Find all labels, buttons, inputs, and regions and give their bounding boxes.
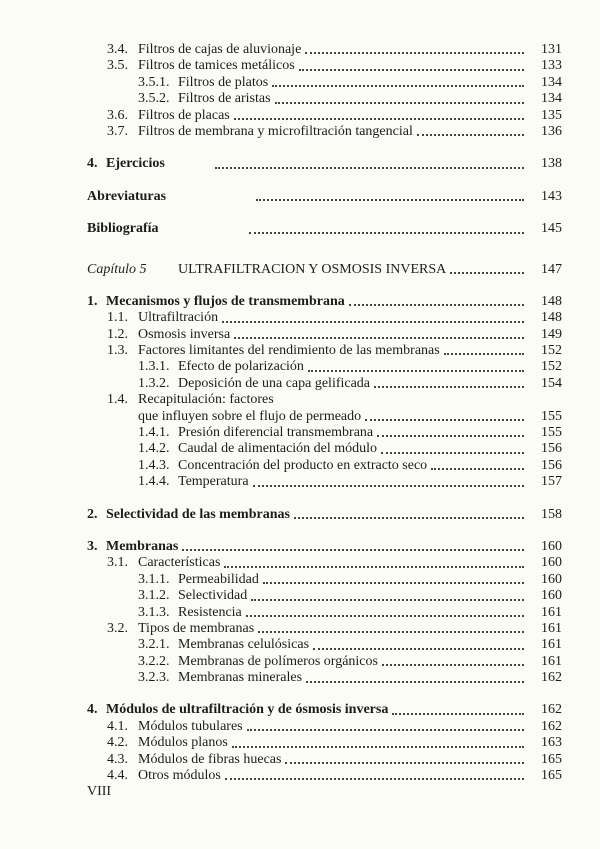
dot-leader xyxy=(232,746,524,748)
entry-title: Selectividad xyxy=(178,588,248,604)
entry-title: Filtros de placas xyxy=(138,107,230,123)
entry-page: 162 xyxy=(541,670,562,686)
toc-entry xyxy=(87,392,562,408)
dot-leader xyxy=(234,118,524,120)
dot-leader xyxy=(377,435,524,437)
dot-leader xyxy=(305,52,524,54)
dot-leader xyxy=(251,599,524,601)
entry-title: Osmosis inversa xyxy=(138,326,231,342)
entry-number: 3.5. xyxy=(107,58,128,74)
entry-number: 3.5.2. xyxy=(138,91,170,107)
entry-page: 160 xyxy=(541,555,562,571)
entry-title: Membranas xyxy=(106,538,179,554)
entry-number: 3.2. xyxy=(107,620,128,636)
toc-entry xyxy=(87,294,562,310)
dot-leader xyxy=(306,681,524,683)
dot-leader xyxy=(444,353,524,355)
entry-title: Ejercicios xyxy=(106,156,165,172)
entry-number: 4.1. xyxy=(107,718,128,734)
entry-title: Características xyxy=(138,555,221,571)
entry-number: 1.4.3. xyxy=(138,457,170,473)
dot-leader xyxy=(234,337,524,339)
entry-number: 3.1.1. xyxy=(138,571,170,587)
toc-entry xyxy=(87,343,562,359)
toc-entry xyxy=(87,310,562,326)
entry-page: 162 xyxy=(541,718,562,734)
entry-number: 2. xyxy=(87,506,98,522)
entry-number: 3. xyxy=(87,538,98,554)
toc-entry xyxy=(87,327,562,343)
toc-entry xyxy=(87,654,562,670)
dot-leader xyxy=(263,582,524,584)
entry-page: 165 xyxy=(541,768,562,784)
dot-leader xyxy=(417,134,524,136)
dot-leader xyxy=(182,549,524,551)
dot-leader xyxy=(294,517,524,519)
toc-entry xyxy=(87,91,562,107)
entry-number: 4.2. xyxy=(107,735,128,751)
entry-page: 158 xyxy=(541,506,562,522)
entry-number: 1. xyxy=(87,293,98,309)
toc-entry xyxy=(87,703,562,719)
toc-entry xyxy=(87,75,562,91)
toc-entry xyxy=(87,539,562,555)
entry-page: 135 xyxy=(541,107,562,123)
entry-title: Factores limitantes del rendimiento de las membranas xyxy=(138,343,440,359)
entry-page: 161 xyxy=(541,653,562,669)
dot-leader xyxy=(313,648,524,650)
toc-entry xyxy=(87,108,562,124)
entry-title: que influyen sobre el flujo de permeado xyxy=(138,408,362,424)
entry-title: Filtros de platos xyxy=(178,74,269,90)
toc-entry xyxy=(87,189,562,205)
toc-entry xyxy=(87,409,562,425)
entry-page: 156 xyxy=(541,441,562,457)
entry-title: Bibliografía xyxy=(87,221,159,237)
entry-page: 163 xyxy=(541,735,562,751)
entry-number: 3.7. xyxy=(107,123,128,139)
entry-title: Filtros de cajas de aluvionaje xyxy=(138,41,302,57)
toc-entry xyxy=(87,359,562,375)
entry-title: Resistencia xyxy=(178,604,242,620)
entry-title: Otros módulos xyxy=(138,768,221,784)
toc-entry xyxy=(87,441,562,457)
toc-entry xyxy=(87,735,562,751)
page-number-roman: VIII xyxy=(87,784,112,799)
dot-leader xyxy=(450,272,524,274)
entry-page: 160 xyxy=(541,538,562,554)
entry-title: Mecanismos y flujos de transmembrana xyxy=(106,293,345,309)
toc-entry xyxy=(87,555,562,571)
entry-page: 134 xyxy=(541,91,562,107)
entry-title: Concentración del producto en extracto seco xyxy=(178,457,428,473)
table-of-contents xyxy=(87,42,562,784)
dot-leader xyxy=(308,370,524,372)
entry-page: 152 xyxy=(541,359,562,375)
entry-title: Módulos planos xyxy=(138,735,228,751)
entry-title: Módulos de ultrafiltración y de ósmosis inversa xyxy=(106,702,389,718)
entry-page: 131 xyxy=(541,41,562,57)
entry-number: 1.3.1. xyxy=(138,359,170,375)
dot-leader xyxy=(215,167,524,169)
entry-number: 3.1.2. xyxy=(138,588,170,604)
dot-leader xyxy=(285,762,524,764)
entry-page: 161 xyxy=(541,620,562,636)
entry-page: 145 xyxy=(541,221,562,237)
entry-page: 165 xyxy=(541,751,562,767)
toc-entry xyxy=(87,156,562,172)
toc-entry xyxy=(87,621,562,637)
entry-title: Ultrafiltración xyxy=(138,310,219,326)
dot-leader xyxy=(224,566,524,568)
entry-title: Presión diferencial transmembrana xyxy=(178,425,374,441)
dot-leader xyxy=(392,713,524,715)
toc-entry xyxy=(87,719,562,735)
toc-entry xyxy=(87,637,562,653)
dot-leader xyxy=(382,664,524,666)
entry-number: 3.1.3. xyxy=(138,604,170,620)
entry-page: 155 xyxy=(541,408,562,424)
entry-page: 143 xyxy=(541,188,562,204)
dot-leader xyxy=(365,419,524,421)
dot-leader xyxy=(225,778,524,780)
entry-title: Tipos de membranas xyxy=(138,620,255,636)
toc-entry xyxy=(87,605,562,621)
entry-number: Capítulo 5 xyxy=(87,261,147,277)
entry-title: Módulos de fibras huecas xyxy=(138,751,282,767)
entry-number: 1.3.2. xyxy=(138,375,170,391)
entry-page: 160 xyxy=(541,571,562,587)
entry-title: Membranas minerales xyxy=(178,670,303,686)
entry-title: Filtros de tamices metálicos xyxy=(138,58,295,74)
entry-page: 156 xyxy=(541,457,562,473)
entry-title: Efecto de polarización xyxy=(178,359,304,375)
toc-entry xyxy=(87,42,562,58)
entry-title: ULTRAFILTRACION Y OSMOSIS INVERSA xyxy=(178,261,447,277)
dot-leader xyxy=(249,232,524,234)
dot-leader xyxy=(247,729,524,731)
dot-leader xyxy=(253,485,524,487)
entry-number: 1.4.2. xyxy=(138,441,170,457)
entry-number: 3.1. xyxy=(107,555,128,571)
entry-number: 3.2.1. xyxy=(138,637,170,653)
entry-title: Filtros de membrana y microfiltración tangencial xyxy=(138,123,413,139)
entry-number: 1.4. xyxy=(107,392,128,408)
toc-entry xyxy=(87,670,562,686)
entry-number: 4. xyxy=(87,702,98,718)
entry-number: 1.4.4. xyxy=(138,474,170,490)
entry-page: 155 xyxy=(541,425,562,441)
dot-leader xyxy=(256,199,524,201)
entry-page: 161 xyxy=(541,637,562,653)
toc-entry xyxy=(87,572,562,588)
entry-page: 161 xyxy=(541,604,562,620)
toc-entry xyxy=(87,507,562,523)
entry-page: 162 xyxy=(541,702,562,718)
entry-page: 157 xyxy=(541,474,562,490)
dot-leader xyxy=(374,386,524,388)
entry-title: Selectividad de las membranas xyxy=(106,506,290,522)
entry-page: 160 xyxy=(541,588,562,604)
dot-leader xyxy=(246,615,524,617)
entry-title: Permeabilidad xyxy=(178,571,259,587)
entry-number: 1.2. xyxy=(107,326,128,342)
entry-number: 4. xyxy=(87,156,98,172)
toc-entry xyxy=(87,425,562,441)
dot-leader xyxy=(222,321,524,323)
toc-entry xyxy=(87,752,562,768)
entry-page: 136 xyxy=(541,123,562,139)
entry-number: 3.5.1. xyxy=(138,74,170,90)
toc-entry xyxy=(87,124,562,140)
toc-entry xyxy=(87,458,562,474)
entry-page: 154 xyxy=(541,375,562,391)
entry-number: 4.4. xyxy=(107,768,128,784)
toc-entry xyxy=(87,262,562,278)
entry-number: 1.4.1. xyxy=(138,425,170,441)
toc-entry xyxy=(87,376,562,392)
toc-entry xyxy=(87,474,562,490)
toc-entry xyxy=(87,221,562,237)
entry-number: 3.6. xyxy=(107,107,128,123)
entry-page: 148 xyxy=(541,310,562,326)
entry-title: Deposición de una capa gelificada xyxy=(178,375,371,391)
dot-leader xyxy=(275,102,524,104)
toc-entry xyxy=(87,768,562,784)
entry-title: Recapitulación: factores xyxy=(138,392,274,408)
toc-entry xyxy=(87,588,562,604)
entry-page: 138 xyxy=(541,156,562,172)
entry-title: Módulos tubulares xyxy=(138,718,243,734)
entry-title: Temperatura xyxy=(178,474,249,490)
dot-leader xyxy=(381,452,524,454)
entry-page: 147 xyxy=(541,261,562,277)
entry-title: Membranas de polímeros orgánicos xyxy=(178,653,378,669)
entry-title: Filtros de aristas xyxy=(178,91,271,107)
toc-entry xyxy=(87,58,562,74)
entry-title: Abreviaturas xyxy=(87,188,167,204)
dot-leader xyxy=(431,468,524,470)
entry-number: 3.4. xyxy=(107,41,128,57)
dot-leader xyxy=(349,304,524,306)
entry-page: 133 xyxy=(541,58,562,74)
entry-number: 4.3. xyxy=(107,751,128,767)
dot-leader xyxy=(272,85,524,87)
dot-leader xyxy=(258,631,524,633)
entry-title: Membranas celulósicas xyxy=(178,637,310,653)
dot-leader xyxy=(299,69,524,71)
entry-number: 1.3. xyxy=(107,343,128,359)
entry-page: 152 xyxy=(541,343,562,359)
entry-number: 3.2.3. xyxy=(138,670,170,686)
entry-page: 149 xyxy=(541,326,562,342)
entry-number: 3.2.2. xyxy=(138,653,170,669)
entry-number: 1.1. xyxy=(107,310,128,326)
entry-page: 134 xyxy=(541,74,562,90)
entry-title: Caudal de alimentación del módulo xyxy=(178,441,378,457)
entry-page: 148 xyxy=(541,293,562,309)
